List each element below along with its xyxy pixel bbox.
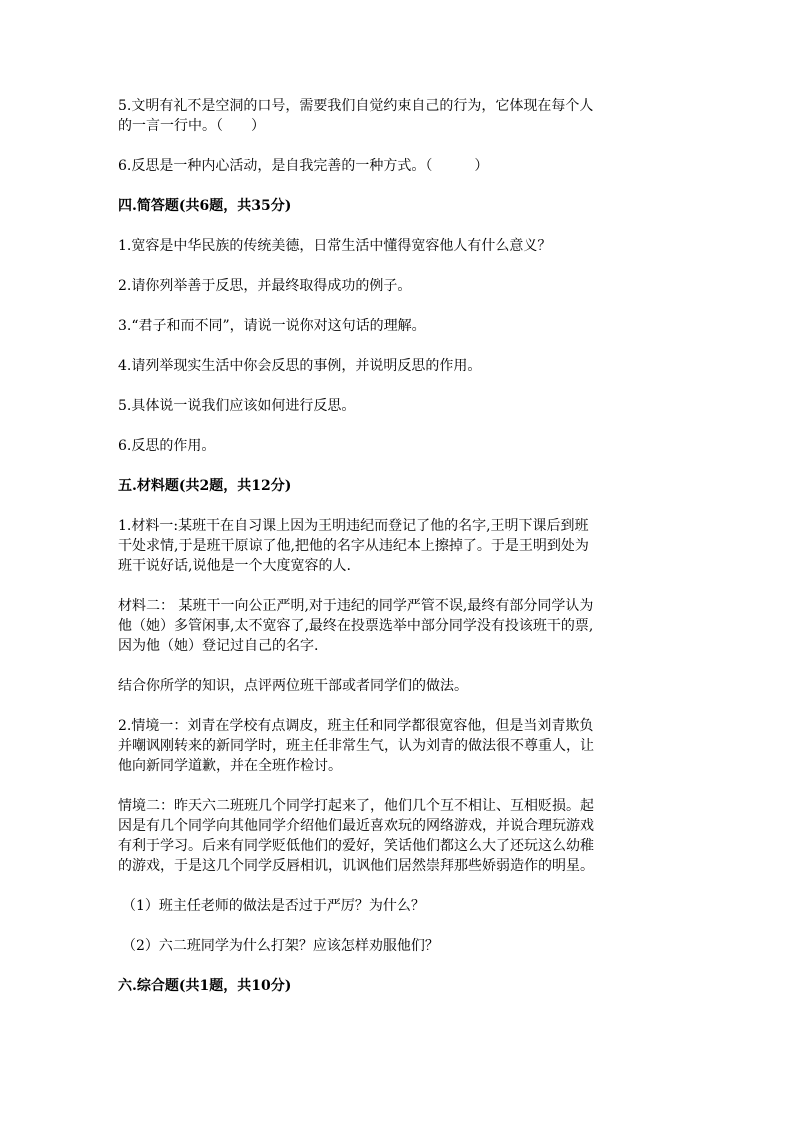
text-line: 1.材料一:某班干在自习课上因为王明违纪而登记了他的名字,王明下课后到班 [118, 518, 589, 534]
material-2-text [118, 596, 678, 656]
text-line: 情境二：昨天六二班班几个同学打起来了，他们几个互不相让、互相贬损。起 [118, 798, 594, 814]
section-heading-short-answer: 四.简答题(共6题，共35分) [118, 198, 292, 214]
scenario-1-text [118, 716, 678, 776]
scenario-2-text [118, 796, 678, 876]
text-line: 2.情境一：刘青在学校有点调皮，班主任和同学都很宽容他，但是当刘青欺负 [118, 718, 594, 734]
text-line: 因是有几个同学向其他同学介绍他们最近喜欢玩的网络游戏，并说合理玩游戏 [118, 818, 594, 834]
text-line: 并嘲讽刚转来的新同学时，班主任非常生气，认为刘青的做法很不尊重人，让 [118, 738, 594, 754]
material-1-text [118, 516, 678, 576]
short-answer-question-6: 6.反思的作用。 [118, 438, 216, 454]
text-line: 的游戏，于是这几个同学反唇相讥，讥讽他们居然崇拜那些娇弱造作的明星。 [118, 858, 594, 874]
document-page [118, 96, 678, 996]
judge-question-6: 6.反思是一种内心活动，是自我完善的一种方式。（ ） [118, 158, 489, 174]
text-line: 班干说好话,说他是一个大度宽容的人. [118, 558, 351, 574]
text-line: 的一言一行中。（ ） [118, 118, 265, 134]
judge-question-5 [118, 96, 678, 136]
text-line: 他向新同学道歉，并在全班作检讨。 [118, 758, 342, 774]
section-heading-material: 五.材料题(共2题，共12分) [118, 478, 292, 494]
short-answer-question-3: 3.“君子和而不同”，请说一说你对这句话的理解。 [118, 318, 426, 334]
short-answer-question-2: 2.请你列举善于反思，并最终取得成功的例子。 [118, 278, 412, 294]
text-line: 有利于学习。后来有同学贬低他们的爱好，笑话他们都这么大了还玩这么幼稚 [118, 838, 594, 854]
short-answer-question-4: 4.请列举现实生活中你会反思的事例，并说明反思的作用。 [118, 358, 482, 374]
text-line: 他（她）多管闲事,太不宽容了,最终在投票选举中部分同学没有投该班干的票, [118, 618, 594, 634]
sub-question-2: （2）六二班同学为什么打架？应该怎样劝服他们？ [122, 938, 439, 954]
short-answer-question-1: 1.宽容是中华民族的传统美德，日常生活中懂得宽容他人有什么意义？ [118, 238, 552, 254]
short-answer-question-5: 5.具体说一说我们应该如何进行反思。 [118, 398, 356, 414]
section-heading-comprehensive: 六.综合题(共1题，共10分) [118, 978, 292, 994]
text-line: 材料二： 某班干一向公正严明,对于违纪的同学严管不误,最终有部分同学认为 [118, 598, 594, 614]
text-line: 因为他（她）登记过自己的名字. [118, 638, 319, 654]
text-line: 5.文明有礼不是空洞的口号，需要我们自觉约束自己的行为，它体现在每个人 [118, 98, 594, 114]
sub-question-1: （1）班主任老师的做法是否过于严厉？为什么？ [122, 898, 425, 914]
text-line: 干处求情,于是班干原谅了他,把他的名字从违纪本上擦掉了。于是王明到处为 [118, 538, 589, 554]
material-1-question: 结合你所学的知识，点评两位班干部或者同学们的做法。 [118, 678, 468, 694]
